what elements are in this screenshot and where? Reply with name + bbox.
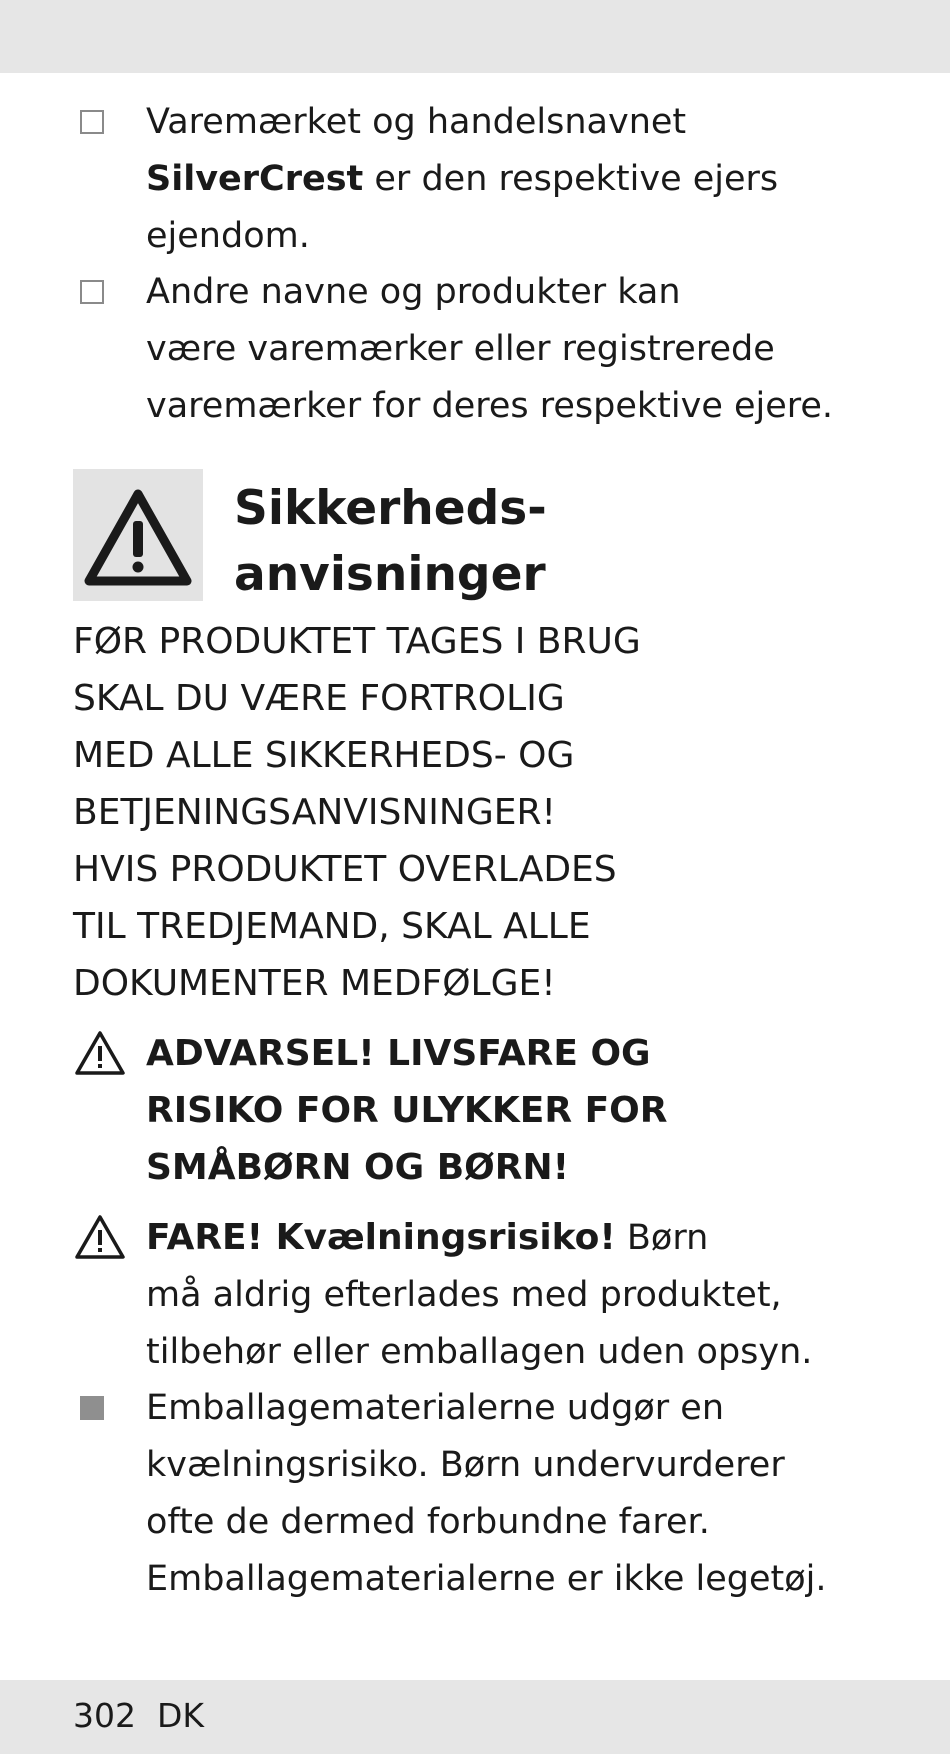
page-footer: [73, 1694, 204, 1738]
caps-line: TIL TREDJEMAND, SKAL ALLE: [73, 906, 591, 947]
warning-triangle-icon: [73, 469, 203, 601]
packaging-line: kvælningsrisiko. Børn undervurderer: [146, 1445, 785, 1485]
page-number: 302: [73, 1696, 136, 1735]
square-bullet-marker: [80, 1396, 104, 1420]
top-band: [0, 0, 950, 73]
caps-instruction: [73, 613, 933, 1012]
other-names-line: Andre navne og produkter kan: [146, 272, 681, 312]
caps-line: DOKUMENTER MEDFØLGE!: [73, 963, 556, 1004]
caps-line: FØR PRODUKTET TAGES I BRUG: [73, 621, 641, 662]
trademark-line3: ejendom.: [146, 216, 310, 256]
fare-line2: må aldrig efterlades med produktet,: [146, 1275, 782, 1315]
checkbox-bullet-marker: [80, 110, 104, 134]
fare-line1: [146, 1209, 936, 1267]
brand-name: SilverCrest: [146, 159, 364, 199]
caps-line: MED ALLE SIKKERHEDS- OG: [73, 735, 575, 776]
fare-warning: [146, 1209, 936, 1381]
advarsel-line: SMÅBØRN OG BØRN!: [146, 1147, 570, 1188]
advarsel-line: ADVARSEL! LIVSFARE OG: [146, 1033, 651, 1074]
packaging-line: ofte de dermed forbundne farer.: [146, 1502, 710, 1542]
other-names-line: varemærker for deres respektive ejere.: [146, 386, 834, 426]
language-code: DK: [156, 1696, 205, 1735]
section-title: [234, 476, 547, 608]
packaging-bullet: [146, 1380, 936, 1608]
warning-triangle-icon: [74, 1030, 126, 1076]
caps-line: SKAL DU VÆRE FORTROLIG: [73, 678, 565, 719]
packaging-line: Emballagematerialerne udgør en: [146, 1388, 725, 1428]
caps-line: BETJENINGSANVISNINGER!: [73, 792, 556, 833]
section-title-line1: Sikkerheds-: [234, 481, 547, 536]
section-title-line2: anvisninger: [234, 547, 546, 602]
other-names-line: være varemærker eller registrerede: [146, 329, 775, 369]
fare-label: FARE! Kvælningsrisiko!: [146, 1217, 616, 1258]
fare-line3: tilbehør eller emballagen uden opsyn.: [146, 1332, 813, 1372]
trademark-bullet: [146, 94, 936, 265]
caps-line: HVIS PRODUKTET OVERLADES: [73, 849, 617, 890]
advarsel-line: RISIKO FOR ULYKKER FOR: [146, 1090, 668, 1131]
trademark-line1: Varemærket og handelsnavnet: [146, 102, 687, 142]
trademark-line2-rest: er den respektive ejers: [363, 159, 779, 199]
packaging-line: Emballagematerialerne er ikke legetøj.: [146, 1559, 827, 1599]
other-names-bullet: [146, 264, 936, 435]
advarsel-warning: [146, 1025, 936, 1196]
fare-line1-rest: Børn: [615, 1218, 709, 1258]
trademark-line2: [146, 151, 936, 208]
warning-triangle-icon: [74, 1214, 126, 1260]
checkbox-bullet-marker: [80, 280, 104, 304]
